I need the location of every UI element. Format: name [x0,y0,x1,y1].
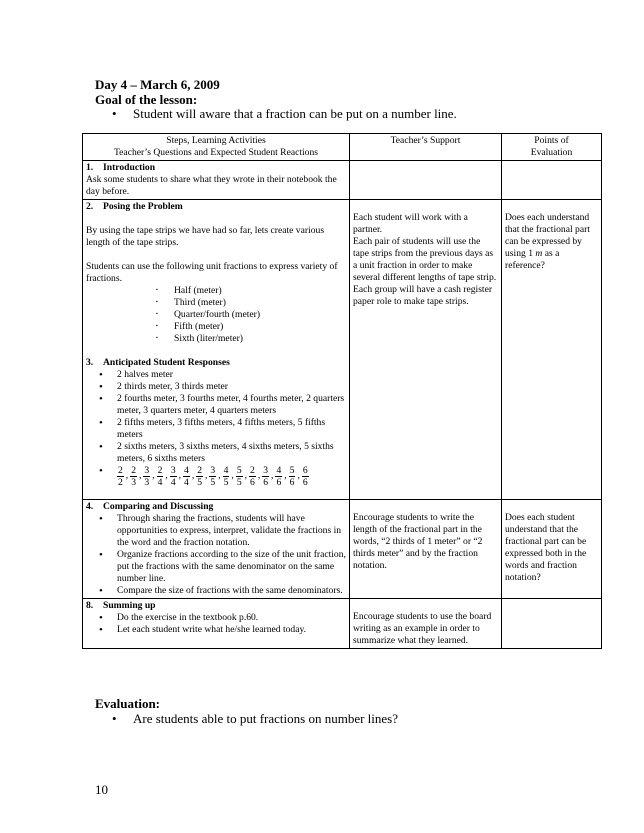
list-item: ▪ Half (meter) [174,285,346,297]
fraction-numerator: 2 [250,465,255,476]
intro-cell [83,161,350,200]
list-item: • 2 fourths meter, 3 fourths meter, 4 fourths meter, 2 quarters meter, 3 quarters meter, 4 quarters meters [117,393,346,417]
posing-cell [83,200,350,500]
fraction-separator: , [284,470,287,481]
goal-item [112,106,457,121]
fraction-denominator: 6 [250,477,255,488]
fraction-numerator: 5 [289,465,295,476]
table-row [83,161,602,200]
list-item: • Compare the size of fractions with the same denominators. [117,585,346,597]
list-item [117,465,346,488]
fraction [262,465,269,488]
fraction-denominator: 4 [184,477,189,488]
list-item: • 2 sixths meters, 3 sixths meters, 4 sixths meters, 5 sixths meters, 6 sixths meters [117,441,346,465]
fraction [157,465,164,488]
fraction-separator: , [191,470,195,481]
goal-heading: Goal of the lesson: [95,92,198,107]
list-item: • Do the exercise in the textbook p.60. [117,612,346,624]
posing-evaluation: Does each understand that the fractional part can be expressed by using 1 m as a reference? [502,200,602,500]
posing-paragraph: By using the tape strips we have had so far, lets create various length of the tape strips. [86,225,325,248]
fraction-denominator: 5 [236,477,242,488]
list-item: ▪ Third (meter) [174,297,346,309]
fraction-numerator: 2 [197,465,203,476]
summing-list [86,612,346,636]
fraction-numerator: 2 [131,465,136,476]
fraction-separator: , [244,470,248,481]
fraction-denominator: 6 [276,477,282,488]
table-header-row [83,134,602,161]
fraction-numerator: 4 [276,465,282,476]
bullet-icon: • [112,711,117,726]
summing-cell [83,599,350,649]
evaluation-item [112,711,398,726]
list-item: • 2 thirds meter, 3 thirds meter [117,381,346,393]
section-title: 8. Summing up [86,600,156,611]
fraction-numerator: 3 [170,465,176,476]
posing-paragraph: Students can use the following unit fractions to express variety of fractions. [86,261,338,284]
list-item: ▪ Fifth (meter) [174,321,346,333]
fraction-numerator: 3 [263,465,269,476]
fraction-separator: , [218,470,221,481]
section-title: 1. Introduction [86,162,156,173]
fraction-denominator: 2 [118,477,123,488]
fraction-denominator: 6 [263,477,269,488]
list-item: • Organize fractions according to the size of the unit fraction, put the fractions with the same denominator on the same number line. [117,549,346,585]
fraction-separator: , [125,470,129,481]
fraction [302,465,309,488]
list-item: • Let each student write what he/she learned today. [117,624,346,636]
table-row [83,599,602,649]
list-item: • 2 halves meter [117,369,346,381]
fraction [143,465,150,488]
day-title: Day 4 – March 6, 2009 [95,77,220,92]
fraction-numerator: 3 [210,465,216,476]
section-title: 2. Posing the Problem [86,201,183,212]
list-item: • Through sharing the fractions, students will have opportunities to express, interpret, validate the fractions in the word and the fraction notation. [117,513,346,549]
fraction-separator: , [205,470,208,481]
posing-support: Each student will work with a partner. Each pair of students will use the tape strips from the previous days as a unit fraction in order to make several different lengths of tape strip. Each group will have a cash register paper role to make tape strips. [350,200,502,500]
fraction [170,465,177,488]
fraction-numerator: 4 [223,465,229,476]
header-steps: Steps, Learning Activities Teacher’s Questions and Expected Student Reactions [83,134,350,161]
intro-support [350,161,502,200]
section-title: 4. Comparing and Discussing [86,501,214,512]
bullet-icon: • [112,106,117,121]
fraction-denominator: 4 [157,477,163,488]
fraction-denominator: 4 [170,477,176,488]
fraction-separator: , [257,470,261,481]
fraction [117,465,124,488]
fraction [130,465,137,488]
fraction-numerator: 3 [144,465,150,476]
evaluation-question: Are students able to put fractions on number lines? [133,711,398,726]
fraction-denominator: 6 [302,477,308,488]
fraction [196,465,203,488]
fraction-denominator: 5 [223,477,229,488]
header-support: Teacher’s Support [350,134,502,161]
fraction [183,465,190,488]
fraction-denominator: 5 [197,477,203,488]
intro-text: Ask some students to share what they wrote in their notebook the day before. [86,174,337,197]
fraction-numerator: 6 [302,465,308,476]
fraction-sequence [117,465,309,488]
fraction [289,465,296,488]
summing-support: Encourage students to use the board writing as an example in order to summarize what they learned. [350,599,502,649]
comparing-cell [83,500,350,599]
lesson-plan-table [82,133,602,649]
header-evaluation: Points of Evaluation [502,134,602,161]
fraction-separator: , [165,470,168,481]
response-list [86,369,346,488]
list-item: ▪ Sixth (liter/meter) [174,333,346,345]
page-number: 10 [95,782,108,797]
fraction-numerator: 5 [236,465,242,476]
fraction [223,465,230,488]
fraction-numerator: 2 [157,465,163,476]
table-row [83,200,602,500]
fraction-denominator: 5 [210,477,216,488]
intro-evaluation [502,161,602,200]
fraction [249,465,256,488]
fraction [275,465,282,488]
comparing-support: Encourage students to write the length of the fractional part in the words, “2 thirds of 1 meter” or “2 thirds meter” and by the fraction notation. [350,500,502,599]
comparing-list [86,513,346,597]
comparing-evaluation: Does each student understand that the fractional part can be expressed both in the words and fraction notation? [502,500,602,599]
fraction-separator: , [152,470,155,481]
table-row [83,500,602,599]
list-item: • 2 fifths meters, 3 fifths meters, 4 fifths meters, 5 fifths meters [117,417,346,441]
fraction-separator: , [297,470,300,481]
fraction-denominator: 3 [144,477,150,488]
fraction-separator: , [139,470,142,481]
fraction-separator: , [231,470,234,481]
goal-text: Student will aware that a fraction can be put on a number line. [133,106,457,121]
fraction-separator: , [271,470,274,481]
evaluation-heading: Evaluation: [95,696,161,711]
list-item: ▪ Quarter/fourth (meter) [174,309,346,321]
fraction-denominator: 3 [131,477,136,488]
fraction [209,465,216,488]
unit-fraction-list [86,285,346,345]
fraction [236,465,243,488]
fraction-numerator: • 2 [118,465,123,476]
section-title: 3. Anticipated Student Responses [86,357,230,368]
summing-evaluation [502,599,602,649]
fraction-separator: , [178,470,182,481]
fraction-denominator: 6 [289,477,295,488]
fraction-numerator: 4 [184,465,189,476]
